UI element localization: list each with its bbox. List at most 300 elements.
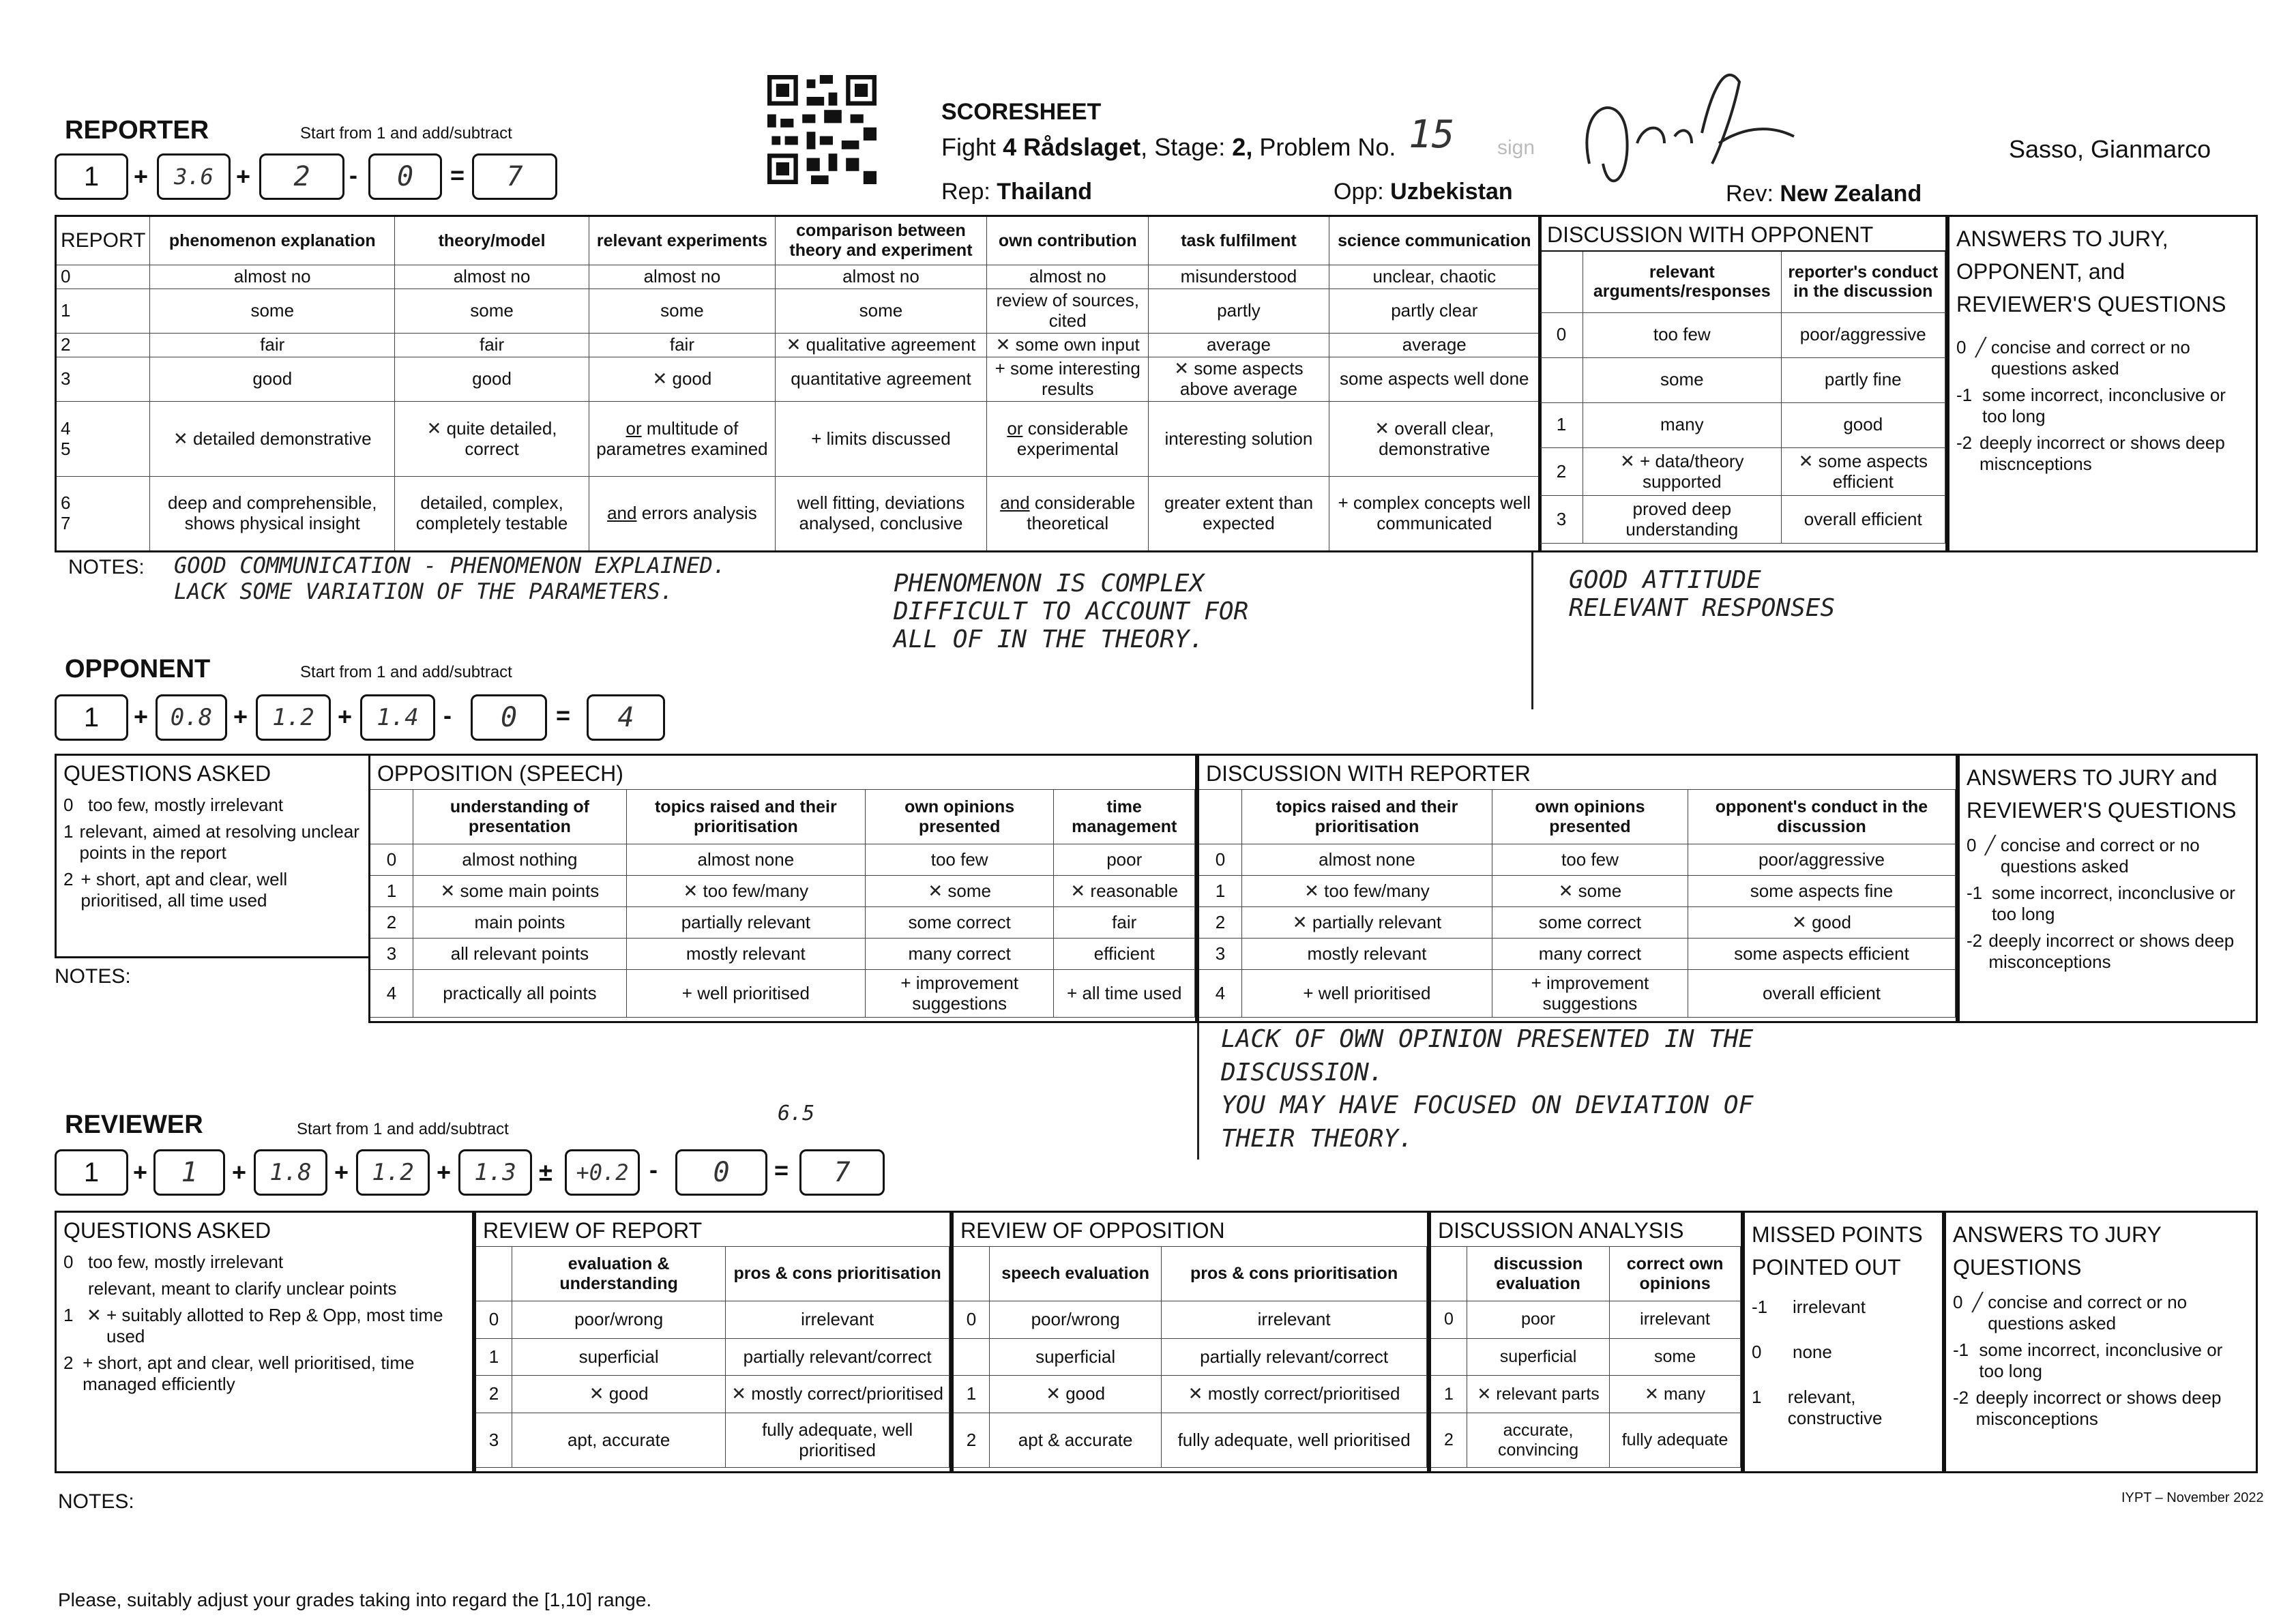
discussion-analysis-panel — [1429, 1211, 1743, 1473]
report-cell-marked[interactable]: ✕ some own input — [987, 334, 1149, 357]
scale-number: 2 — [370, 907, 413, 939]
analysis-cell[interactable]: irrelevant — [1610, 1301, 1741, 1339]
opposition-cell-marked[interactable]: ✕ too few/many — [626, 876, 865, 907]
panel-title: REVIEW OF OPPOSITION — [960, 1218, 1225, 1243]
checkmark-icon: ╱ — [1972, 1292, 1983, 1312]
opponent-hand-notes[interactable]: LACK OF OWN OPINION PRESENTED IN THE DISCUSSION. YOU MAY HAVE FOCUSED ON DEVIATION OF THEIR THEORY. — [1221, 1025, 1754, 1153]
x-mark-icon: ✕ — [1174, 358, 1194, 379]
report-cell[interactable]: some — [150, 289, 395, 334]
scale-number: 2 — [56, 334, 150, 357]
col-head: discussion evaluation — [1467, 1247, 1610, 1301]
reviewer-total-score[interactable]: 7 — [799, 1149, 885, 1196]
scale-number: 0 — [1199, 844, 1242, 876]
reporter-hand-notes-1[interactable]: GOOD COMMUNICATION - PHENOMENON EXPLAINED. LACK SOME VARIATION OF THE PARAMETERS. — [174, 552, 726, 604]
x-mark-icon: ✕ — [683, 880, 703, 901]
discussion-cell[interactable]: almost none — [1242, 844, 1492, 876]
x-mark-icon: ✕ — [589, 1383, 609, 1404]
panel-title: DISCUSSION ANALYSIS — [1438, 1218, 1684, 1243]
x-mark-icon: ✕ — [86, 1305, 102, 1325]
reviewer-missed-points-score[interactable]: +0.2 — [565, 1149, 640, 1196]
scale-number: 2 — [476, 1376, 512, 1413]
x-mark-icon: ✕ — [786, 334, 806, 355]
discussion-cell[interactable]: many correct — [1492, 939, 1688, 970]
reviewer-questions-panel — [55, 1211, 474, 1473]
signature — [1562, 61, 1808, 198]
missed-points-panel — [1743, 1211, 1944, 1473]
report-cell[interactable]: some — [395, 289, 589, 334]
review-cell[interactable]: partially relevant/correct — [726, 1338, 950, 1376]
missed-option[interactable]: 1 relevant, constructive — [1752, 1387, 1883, 1428]
opp-info: Opp: Uzbekistan — [1334, 179, 1513, 205]
discussion-table — [1540, 250, 1945, 544]
discussion-cell[interactable]: good — [1781, 402, 1945, 447]
panel-title: DISCUSSION WITH OPPONENT — [1547, 222, 1874, 247]
report-cell[interactable]: almost no — [395, 265, 589, 289]
report-cell[interactable]: review of sources, cited — [987, 289, 1149, 334]
scale-number: 2 — [1431, 1413, 1467, 1468]
plus-sign: + — [133, 1158, 148, 1186]
opponent-opposition-score[interactable]: 1.2 — [256, 694, 331, 741]
x-mark-icon: ✕ — [1292, 911, 1312, 932]
col-head: topics raised and their prioritisation — [626, 790, 865, 844]
reviewer-start-note: Start from 1 and add/subtract — [297, 1120, 509, 1138]
checkmark-icon: ╱ — [1975, 337, 1986, 357]
plus-sign: + — [134, 162, 149, 190]
opposition-cell[interactable]: too few — [865, 844, 1054, 876]
review-cell-marked[interactable]: ✕ mostly correct/prioritised — [726, 1376, 950, 1413]
discussion-cell[interactable]: many — [1583, 402, 1782, 447]
review-cell[interactable]: irrelevant — [726, 1301, 950, 1339]
report-cell[interactable]: greater extent than expected — [1149, 477, 1329, 552]
col-head: understanding of presentation — [413, 790, 627, 844]
rep-info: Rep: Thailand — [941, 179, 1093, 205]
question-option[interactable]: relevant, meant to clarify unclear points — [88, 1278, 397, 1299]
reviewer-base-box: 1 — [55, 1149, 128, 1196]
answer-option[interactable]: 0 ╱ concise and correct or no questions asked — [1967, 835, 2200, 876]
discussion-cell[interactable]: too few — [1492, 844, 1688, 876]
panel-title: DISCUSSION WITH REPORTER — [1206, 761, 1531, 786]
question-option[interactable]: 0 too few, mostly irrelevant — [63, 1252, 284, 1272]
scale-number: 3 — [56, 357, 150, 402]
analysis-cell[interactable]: fully adequate — [1610, 1413, 1741, 1468]
scale-number: 2 — [1540, 448, 1583, 496]
analysis-cell[interactable]: some — [1610, 1338, 1741, 1376]
report-cell[interactable]: average — [1329, 334, 1540, 357]
col-head: relevant experiments — [589, 216, 776, 265]
review-cell[interactable]: superficial — [990, 1338, 1162, 1376]
opposition-cell[interactable]: mostly relevant — [626, 939, 865, 970]
report-label: REPORT — [56, 216, 150, 265]
opposition-cell[interactable]: partially relevant — [626, 907, 865, 939]
scale-number: 4 — [1199, 970, 1242, 1018]
reviewer-opposition-score[interactable]: 1.2 — [356, 1149, 430, 1196]
discussion-cell[interactable]: too few — [1583, 312, 1782, 357]
report-cell[interactable]: some — [775, 289, 986, 334]
x-mark-icon: ✕ — [1477, 1384, 1497, 1404]
plus-sign: + — [134, 703, 149, 730]
report-cell[interactable]: fair — [589, 334, 776, 357]
review-cell[interactable]: irrelevant — [1162, 1301, 1427, 1339]
question-option[interactable]: 1 relevant, aimed at resolving unclear points in the report — [63, 821, 359, 863]
report-cell[interactable]: well fitting, deviations analysed, conclusive — [775, 477, 986, 552]
opposition-cell[interactable]: efficient — [1054, 939, 1195, 970]
panel-title: REVIEW OF REPORT — [483, 1218, 703, 1243]
question-option[interactable]: 2 + short, apt and clear, well prioritised, time managed efficiently — [63, 1353, 415, 1394]
x-mark-icon: ✕ — [928, 880, 948, 901]
col-head: speech evaluation — [990, 1247, 1162, 1301]
plus-sign: + — [334, 1158, 349, 1186]
reviewer-notes-label: NOTES: — [58, 1490, 134, 1513]
scale-number: 2 — [954, 1413, 990, 1468]
report-cell[interactable]: partly clear — [1329, 289, 1540, 334]
col-head: own contribution — [987, 216, 1149, 265]
fight-info: Fight 4 Rådslaget, Stage: 2, Problem No. — [941, 133, 1396, 161]
report-cell[interactable]: or considerable experimental — [987, 402, 1149, 477]
report-cell[interactable]: almost no — [775, 265, 986, 289]
x-mark-icon: ✕ — [1046, 1383, 1066, 1404]
reviewer-answers-score[interactable]: 0 — [675, 1149, 767, 1196]
answer-option[interactable]: -1 some incorrect, inconclusive or too long — [1956, 385, 2226, 426]
reviewer-title: REVIEWER — [65, 1110, 203, 1139]
plus-sign: + — [236, 162, 251, 190]
opposition-table — [370, 789, 1195, 1018]
plus-sign: + — [338, 703, 353, 730]
scale-number: 2 — [1199, 907, 1242, 939]
report-cell[interactable]: quantitative agreement — [775, 357, 986, 402]
discussion-reporter-table — [1199, 789, 1956, 1018]
col-head: pros & cons prioritisation — [1162, 1247, 1427, 1301]
analysis-cell-marked[interactable]: ✕ many — [1610, 1376, 1741, 1413]
panel-title: ANSWERS TO JURY QUESTIONS — [1953, 1222, 2162, 1280]
report-cell[interactable]: partly — [1149, 289, 1329, 334]
col-head: pros & cons prioritisation — [726, 1247, 950, 1301]
answer-option[interactable]: 0 ╱ concise and correct or no questions asked — [1953, 1292, 2188, 1333]
report-cell[interactable]: interesting solution — [1149, 402, 1329, 477]
plus-sign: + — [233, 703, 248, 730]
answer-option[interactable]: -1 some incorrect, inconclusive or too long — [1953, 1340, 2223, 1381]
checkmark-icon: ╱ — [1984, 835, 1996, 855]
scale-number: 3 — [476, 1413, 512, 1468]
x-mark-icon: ✕ — [731, 1383, 752, 1404]
discussion-cell-marked[interactable]: ✕ good — [1688, 907, 1955, 939]
answer-option[interactable]: -2 deeply incorrect or shows deep misconceptions — [1967, 930, 2235, 972]
col-head: theory/model — [395, 216, 589, 265]
answer-option[interactable]: -2 deeply incorrect or shows deep miscnceptions — [1956, 432, 2225, 474]
report-cell-marked[interactable]: ✕ detailed demonstrative — [150, 402, 395, 477]
discussion-cell[interactable]: poor/aggressive — [1688, 844, 1955, 876]
review-of-opposition-panel — [952, 1211, 1429, 1473]
col-head: science communication — [1329, 216, 1540, 265]
scale-number: 0 — [56, 265, 150, 289]
x-mark-icon: ✕ — [1645, 1384, 1664, 1404]
panel-title: QUESTIONS ASKED — [63, 1218, 271, 1243]
report-cell[interactable]: almost no — [150, 265, 395, 289]
discussion-cell[interactable]: some aspects efficient — [1688, 939, 1955, 970]
report-cell[interactable]: misunderstood — [1149, 265, 1329, 289]
discussion-cell[interactable]: overall efficient — [1688, 970, 1955, 1018]
reviewer-side-note[interactable]: 6.5 — [778, 1102, 815, 1125]
missed-option[interactable]: -1 irrelevant — [1752, 1297, 1866, 1317]
col-head: relevant arguments/responses — [1583, 251, 1782, 312]
scale-number: 4 — [370, 970, 413, 1018]
review-opposition-table — [954, 1246, 1427, 1468]
reporter-answers-panel — [1947, 215, 2258, 552]
reporter-hand-notes-3[interactable]: GOOD ATTITUDE RELEVANT RESPONSES — [1569, 566, 1836, 622]
scale-number: 0 — [1540, 312, 1583, 357]
report-cell-marked[interactable]: ✕ qualitative agreement — [775, 334, 986, 357]
opposition-cell[interactable]: all relevant points — [413, 939, 627, 970]
question-option[interactable]: 1 ✕ + suitably allotted to Rep & Opp, most time used — [63, 1305, 443, 1346]
col-head: topics raised and their prioritisation — [1242, 790, 1492, 844]
report-table — [55, 215, 1542, 552]
panel-title: ANSWERS TO JURY, OPPONENT, and REVIEWER'S QUESTIONS — [1956, 226, 2226, 316]
scale-number: 1 — [1431, 1376, 1467, 1413]
col-head: evaluation & understanding — [512, 1247, 726, 1301]
opposition-cell[interactable]: poor — [1054, 844, 1195, 876]
opposition-cell[interactable]: fair — [1054, 907, 1195, 939]
scale-number: 0 — [954, 1301, 990, 1339]
x-mark-icon: ✕ — [1304, 880, 1325, 901]
report-cell[interactable]: average — [1149, 334, 1329, 357]
discussion-cell-marked[interactable]: ✕ some aspects efficient — [1781, 448, 1945, 496]
opponent-notes-label: NOTES: — [55, 965, 131, 988]
x-mark-icon: ✕ — [426, 417, 447, 439]
equals-sign: = — [774, 1156, 789, 1184]
scale-number: 4 5 — [56, 402, 150, 477]
opponent-answers-panel — [1958, 754, 2258, 1023]
opposition-panel — [368, 754, 1197, 1023]
col-head: opponent's conduct in the discussion — [1688, 790, 1955, 844]
minus-sign: - — [443, 701, 452, 729]
review-cell-marked[interactable]: ✕ good — [512, 1376, 726, 1413]
panel-title: ANSWERS TO JURY and REVIEWER'S QUESTIONS — [1967, 765, 2237, 823]
report-cell[interactable]: + limits discussed — [775, 402, 986, 477]
analysis-cell-marked[interactable]: ✕ relevant parts — [1467, 1376, 1610, 1413]
x-mark-icon: ✕ — [173, 428, 193, 449]
col-head: phenomenon explanation — [150, 216, 395, 265]
reporter-notes-label: NOTES: — [68, 556, 145, 578]
opposition-cell[interactable]: some correct — [865, 907, 1054, 939]
minus-sign: - — [349, 161, 357, 189]
review-of-report-panel — [474, 1211, 952, 1473]
report-cell[interactable]: good — [150, 357, 395, 402]
scale-number: 3 — [1199, 939, 1242, 970]
reporter-report-score[interactable]: 3.6 — [157, 153, 231, 200]
missed-option[interactable]: 0 none — [1752, 1342, 1832, 1362]
review-cell[interactable]: apt, accurate — [512, 1413, 726, 1468]
discussion-cell[interactable]: some correct — [1492, 907, 1688, 939]
opponent-questions-score[interactable]: 0.8 — [156, 694, 227, 741]
opposition-cell[interactable]: + improvement suggestions — [865, 970, 1054, 1018]
review-cell-marked[interactable]: ✕ good — [990, 1376, 1162, 1413]
col-head: own opinions presented — [865, 790, 1054, 844]
x-mark-icon: ✕ — [1620, 450, 1640, 471]
discussion-cell-marked[interactable]: ✕ + data/theory supported — [1583, 448, 1782, 496]
reviewer-discussion-score[interactable]: 1.3 — [458, 1149, 532, 1196]
x-mark-icon: ✕ — [1558, 880, 1578, 901]
plus-minus-sign: ± — [539, 1158, 553, 1186]
review-report-table — [476, 1246, 950, 1468]
discussion-cell[interactable]: partly fine — [1781, 357, 1945, 402]
x-mark-icon: ✕ — [1798, 450, 1819, 471]
report-cell[interactable]: almost no — [589, 265, 776, 289]
answer-option[interactable]: -2 deeply incorrect or shows deep misconceptions — [1953, 1387, 2222, 1429]
opposition-cell[interactable]: many correct — [865, 939, 1054, 970]
reporter-total-score[interactable]: 7 — [472, 153, 557, 200]
divider-line — [1197, 1023, 1199, 1160]
reviewer-answers-panel — [1944, 1211, 2258, 1473]
scale-number: 1 — [476, 1338, 512, 1376]
problem-number[interactable]: 15 — [1409, 113, 1455, 157]
scale-number: 0 — [476, 1301, 512, 1339]
reporter-start-note: Start from 1 and add/subtract — [300, 124, 512, 143]
opponent-base-box: 1 — [55, 694, 128, 741]
opposition-cell[interactable]: + well prioritised — [626, 970, 865, 1018]
report-cell-marked[interactable]: ✕ some aspects above average — [1149, 357, 1329, 402]
discussion-cell[interactable]: proved deep understanding — [1583, 496, 1782, 544]
report-cell[interactable]: unclear, chaotic — [1329, 265, 1540, 289]
juror-name: Sasso, Gianmarco — [2009, 135, 2211, 163]
scale-number: 3 — [1540, 496, 1583, 544]
opposition-cell[interactable]: almost none — [626, 844, 865, 876]
report-cell[interactable]: some — [589, 289, 776, 334]
discussion-with-reporter-panel — [1197, 754, 1958, 1023]
report-cell[interactable]: almost no — [987, 265, 1149, 289]
x-mark-icon: ✕ — [440, 880, 460, 901]
x-mark-icon: ✕ — [995, 334, 1016, 355]
answer-option[interactable]: 0 ╱ concise and correct or no questions asked — [1956, 337, 2190, 379]
scale-number: 1 — [1540, 402, 1583, 447]
reporter-answers-score[interactable]: 0 — [368, 153, 442, 200]
scale-number: 0 — [370, 844, 413, 876]
divider-line — [1531, 552, 1533, 709]
scale-number: 1 — [954, 1376, 990, 1413]
sign-label: sign — [1497, 136, 1535, 159]
panel-title: MISSED POINTS POINTED OUT — [1752, 1222, 1923, 1280]
plus-sign: + — [232, 1158, 247, 1186]
report-cell-marked[interactable]: ✕ good — [589, 357, 776, 402]
reporter-hand-notes-2[interactable]: PHENOMENON IS COMPLEX DIFFICULT TO ACCOUNT FOR ALL OF IN THE THEORY. — [894, 570, 1249, 653]
discussion-analysis-table — [1431, 1246, 1741, 1468]
opposition-cell-marked[interactable]: ✕ some main points — [413, 876, 627, 907]
discussion-cell[interactable]: some aspects fine — [1688, 876, 1955, 907]
opposition-cell[interactable]: almost nothing — [413, 844, 627, 876]
review-cell[interactable]: superficial — [512, 1338, 726, 1376]
col-head: comparison between theory and experiment — [775, 216, 986, 265]
scoresheet-title: SCORESHEET — [941, 99, 1102, 125]
discussion-with-opponent-panel — [1538, 215, 1947, 552]
report-cell[interactable]: + some interesting results — [987, 357, 1149, 402]
version-label: IYPT – November 2022 — [2121, 1490, 2264, 1505]
opposition-cell[interactable]: main points — [413, 907, 627, 939]
scale-number: 1 — [56, 289, 150, 334]
reviewer-report-score[interactable]: 1.8 — [254, 1149, 327, 1196]
scale-number: 3 — [370, 939, 413, 970]
opponent-questions-panel — [55, 754, 368, 958]
review-cell-marked[interactable]: ✕ mostly correct/prioritised — [1162, 1376, 1427, 1413]
report-cell-marked[interactable]: ✕ overall clear, demonstrative — [1329, 402, 1540, 477]
minus-sign: - — [649, 1155, 658, 1183]
report-cell[interactable]: + complex concepts well communicated — [1329, 477, 1540, 552]
question-option[interactable]: 0 too few, mostly irrelevant — [63, 795, 284, 815]
reporter-discussion-score[interactable]: 2 — [259, 153, 344, 200]
report-cell[interactable]: detailed, complex, completely testable — [395, 477, 589, 552]
col-head: task fulfilment — [1149, 216, 1329, 265]
report-cell[interactable]: and errors analysis — [589, 477, 776, 552]
report-cell-marked[interactable]: ✕ quite detailed, correct — [395, 402, 589, 477]
answer-option[interactable]: -1 some incorrect, inconclusive or too long — [1967, 883, 2235, 924]
review-cell[interactable]: fully adequate, well prioritised — [1162, 1413, 1427, 1468]
review-cell[interactable]: apt & accurate — [990, 1413, 1162, 1468]
opponent-answers-score[interactable]: 0 — [471, 694, 547, 741]
x-mark-icon: ✕ — [1374, 417, 1395, 439]
plus-sign: + — [437, 1158, 452, 1186]
discussion-cell[interactable]: some — [1583, 357, 1782, 402]
analysis-cell[interactable]: poor — [1467, 1301, 1610, 1339]
rev-info: Rev: New Zealand — [1726, 181, 1922, 207]
opposition-cell-marked[interactable]: ✕ some — [865, 876, 1054, 907]
scale-number: 1 — [1199, 876, 1242, 907]
discussion-cell-marked[interactable]: ✕ too few/many — [1242, 876, 1492, 907]
discussion-cell[interactable]: + improvement suggestions — [1492, 970, 1688, 1018]
opponent-total-score[interactable]: 4 — [587, 694, 665, 741]
review-cell[interactable]: poor/wrong — [990, 1301, 1162, 1339]
opponent-start-note: Start from 1 and add/subtract — [300, 663, 512, 681]
equals-sign: = — [450, 161, 465, 189]
reporter-title: REPORTER — [65, 116, 209, 145]
analysis-cell[interactable]: accurate, convincing — [1467, 1413, 1610, 1468]
panel-title: OPPOSITION (SPEECH) — [377, 761, 623, 786]
col-head: reporter's conduct in the discussion — [1781, 251, 1945, 312]
report-cell[interactable]: some aspects well done — [1329, 357, 1540, 402]
discussion-cell-marked[interactable]: ✕ some — [1492, 876, 1688, 907]
review-cell[interactable]: fully adequate, well prioritised — [726, 1413, 950, 1468]
report-cell[interactable]: fair — [395, 334, 589, 357]
discussion-cell[interactable]: poor/aggressive — [1781, 312, 1945, 357]
analysis-cell[interactable]: superficial — [1467, 1338, 1610, 1376]
report-cell[interactable]: deep and comprehensible, shows physical insight — [150, 477, 395, 552]
footer-note: Please, suitably adjust your grades taking into regard the [1,10] range. — [58, 1589, 652, 1610]
opposition-cell[interactable]: practically all points — [413, 970, 627, 1018]
report-cell[interactable]: and considerable theoretical — [987, 477, 1149, 552]
x-mark-icon: ✕ — [1188, 1383, 1208, 1404]
scale-number: 1 — [370, 876, 413, 907]
review-cell[interactable]: partially relevant/correct — [1162, 1338, 1427, 1376]
opponent-discussion-score[interactable]: 1.4 — [360, 694, 435, 741]
x-mark-icon: ✕ — [1070, 880, 1091, 901]
opposition-cell-marked[interactable]: ✕ reasonable — [1054, 876, 1195, 907]
panel-title: QUESTIONS ASKED — [63, 761, 271, 786]
discussion-cell[interactable]: mostly relevant — [1242, 939, 1492, 970]
discussion-cell[interactable]: overall efficient — [1781, 496, 1945, 544]
scale-number: 6 7 — [56, 477, 150, 552]
report-cell[interactable]: good — [395, 357, 589, 402]
col-head: own opinions presented — [1492, 790, 1688, 844]
reporter-base-box: 1 — [55, 153, 128, 200]
question-option[interactable]: 2 + short, apt and clear, well prioritised, all time used — [63, 869, 288, 911]
discussion-cell[interactable]: + well prioritised — [1242, 970, 1492, 1018]
reviewer-questions-score[interactable]: 1 — [153, 1149, 225, 1196]
report-cell[interactable]: fair — [150, 334, 395, 357]
review-cell[interactable]: poor/wrong — [512, 1301, 726, 1339]
qr-code — [767, 75, 877, 184]
opposition-cell[interactable]: + all time used — [1054, 970, 1195, 1018]
x-mark-icon: ✕ — [1792, 911, 1812, 932]
col-head: time management — [1054, 790, 1195, 844]
equals-sign: = — [556, 701, 571, 729]
report-cell[interactable]: or multitude of parametres examined — [589, 402, 776, 477]
discussion-cell-marked[interactable]: ✕ partially relevant — [1242, 907, 1492, 939]
